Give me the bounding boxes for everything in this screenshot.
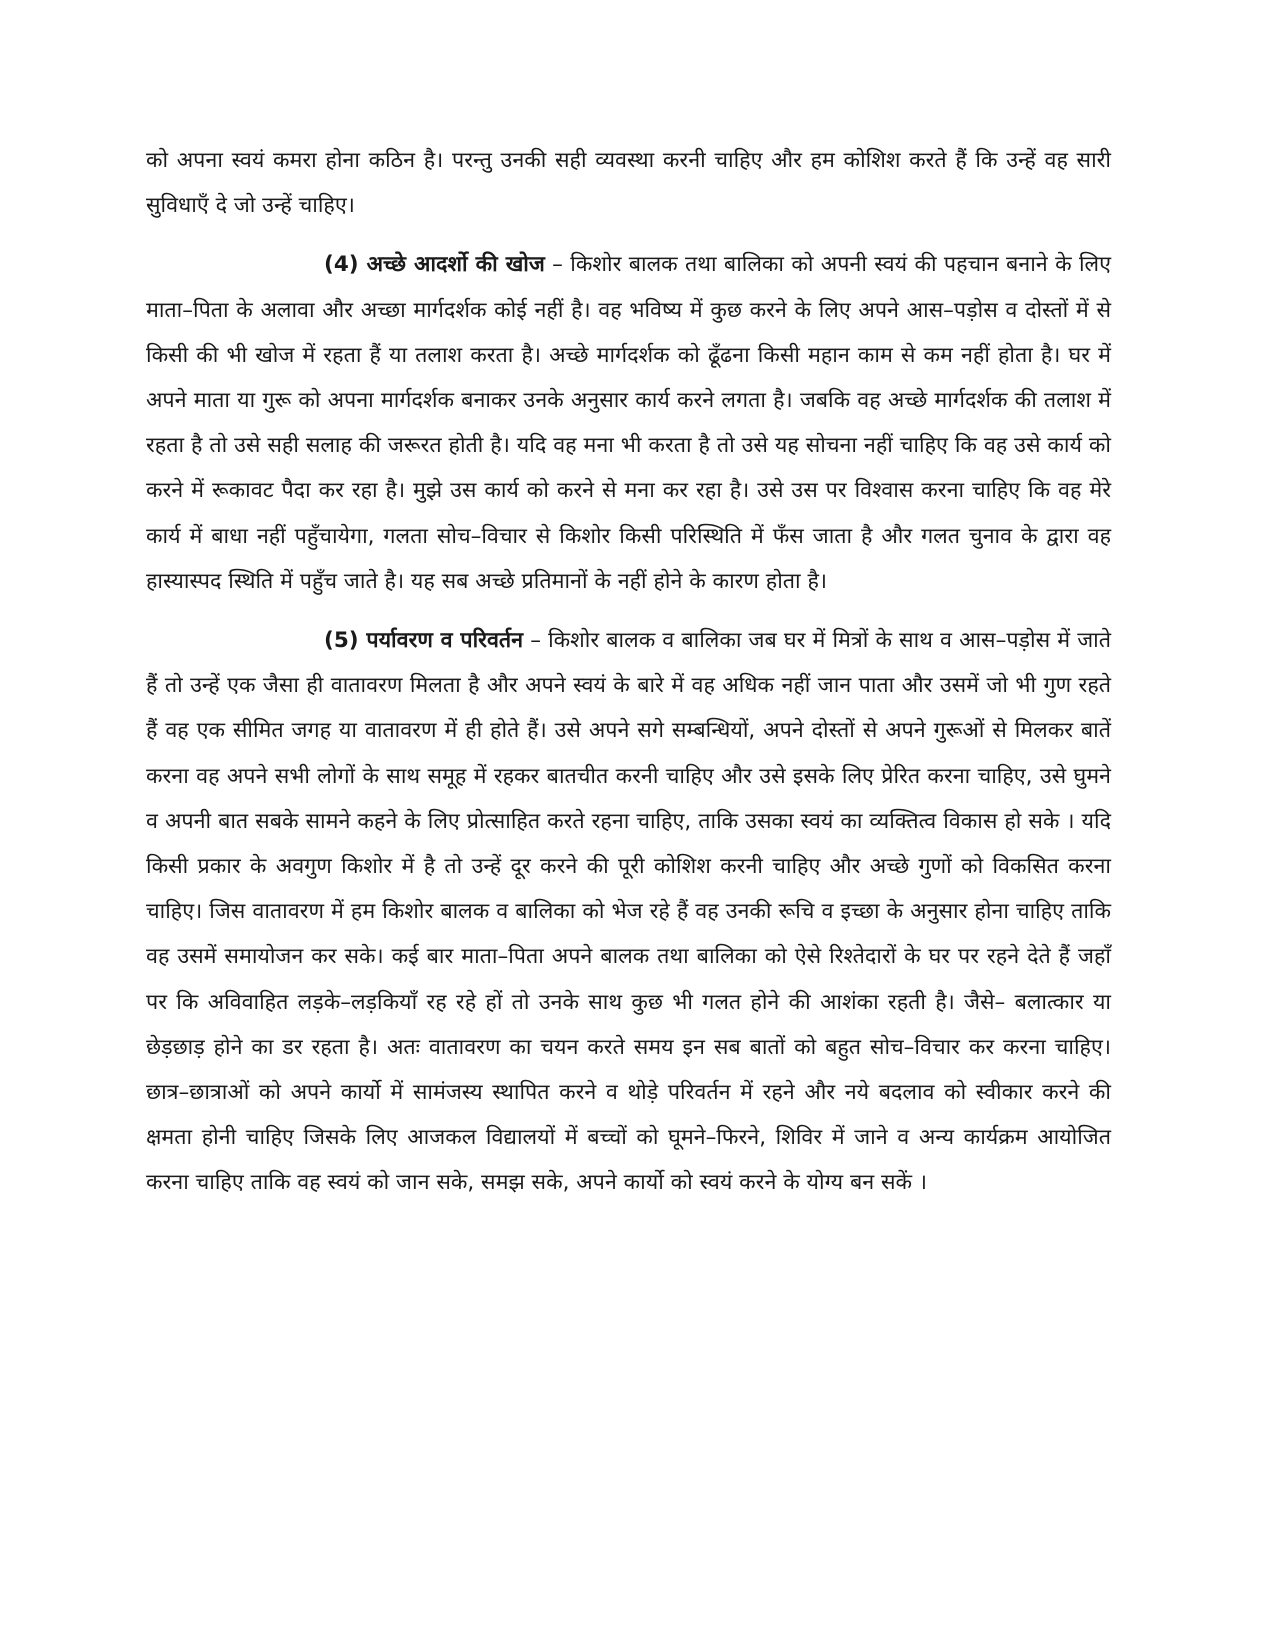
document-page [146,138,1111,1206]
heading-dash: – [523,628,549,654]
section-heading: (4) अच्छे आदर्शो की खोज [324,252,545,278]
paragraph-text: किशोर बालक तथा बालिका को अपनी स्वयं की पहचान बनाने के लिए माता–पिता के अलावा और अच्छा मार्गदर्शक कोई नहीं है। वह भविष्य में कुछ करने के लिए अपने आस–पड़ोस व दोस्तों में से किसी की भी खोज में रहता हैं या तलाश करता है। अच्छे मार्गदर्शक को ढूँढना किसी महान काम से कम नहीं होता है। घर में अपने माता या गुरू को अपना मार्गदर्शक बनाकर उनके अनुसार कार्य करने लगता है। जबकि वह अच्छे मार्गदर्शक की तलाश में रहता है तो उसे सही सलाह की जरूरत होती है। यदि वह मना भी करता है तो उसे यह सोचना नहीं चाहिए कि वह उसे कार्य को करने में रूकावट पैदा कर रहा है। मुझे उस कार्य को करने से मना कर रहा है। उसे उस पर विश्वास करना चाहिए कि वह मेरे कार्य में बाधा नहीं पहुँचायेगा, गलता सोच–विचार से किशोर किसी परिस्थिति में फँस जाता है और गलत चुनाव के द्वारा वह हास्यास्पद स्थिति में पहुँच जाते है। यह सब अच्छे प्रतिमानों के नहीं होने के कारण होता है। [146,252,1111,594]
paragraph-text: को अपना स्वयं कमरा होना कठिन है। परन्तु उनकी सही व्यवस्था करनी चाहिए और हम कोशिश करते हैं कि उन्हें वह सारी सुविधाएँ दे जो उन्हें चाहिए। [146,148,1111,219]
paragraph-continuation [146,138,1111,228]
section-heading: (5) पर्यावरण व परिवर्तन [324,628,524,654]
paragraph-text: किशोर बालक व बालिका जब घर में मित्रों के साथ व आस–पड़ोस में जाते हैं तो उन्हें एक जैसा ही वातावरण मिलता है और अपने स्वयं के बारे में वह अधिक नहीं जान पाता और उसमें जो भी गुण रहते हैं वह एक सीमित जगह या वातावरण में ही होते हैं। उसे अपने सगे सम्बन्धियों, अपने दोस्तों से अपने गुरूओं से मिलकर बातें करना वह अपने सभी लोगों के साथ समूह में रहकर बातचीत करनी चाहिए और उसे इसके लिए प्रेरित करना चाहिए, उसे घुमने व अपनी बात सबके सामने कहने के लिए प्रोत्साहित करते रहना चाहिए, ताकि उसका स्वयं का व्यक्तित्व विकास हो सके । यदि किसी प्रकार के अवगुण किशोर में है तो उन्हें दूर करने की पूरी कोशिश करनी चाहिए और अच्छे गुणों को विकसित करना चाहिए। जिस वातावरण में हम किशोर बालक व बालिका को भेज रहे हैं वह उनकी रूचि व इच्छा के अनुसार होना चाहिए ताकि वह उसमें समायोजन कर सके। कई बार माता–पिता अपने बालक तथा बालिका को ऐसे रिश्तेदारों के घर पर रहने देते हैं जहाँ पर कि अविवाहित लड़के–लड़कियाँ रह रहे हों तो उनके साथ कुछ भी गलत होने की आशंका रहती है। जैसे– बलात्कार या छेड़छाड़ होने का डर रहता है। अतः वातावरण का चयन करते समय इन सब बातों को बहुत सोच–विचार कर करना चाहिए। छात्र–छात्राओं को अपने कार्यो में सामंजस्य स्थापित करने व थोड़े परिवर्तन में रहने और नये बदलाव को स्वीकार करने की क्षमता होनी चाहिए जिसके लिए आजकल विद्यालयों में बच्चों को घूमने–फिरने, शिविर में जाने व अन्य कार्यक्रम आयोजित करना चाहिए ताकि वह स्वयं को जान सके, समझ सके, अपने कार्यो को स्वयं करने के योग्य बन सकें । [146,628,1112,1196]
paragraph-good-ideals [146,242,1111,604]
paragraph-environment-change [146,618,1111,1206]
heading-dash: – [544,252,571,278]
